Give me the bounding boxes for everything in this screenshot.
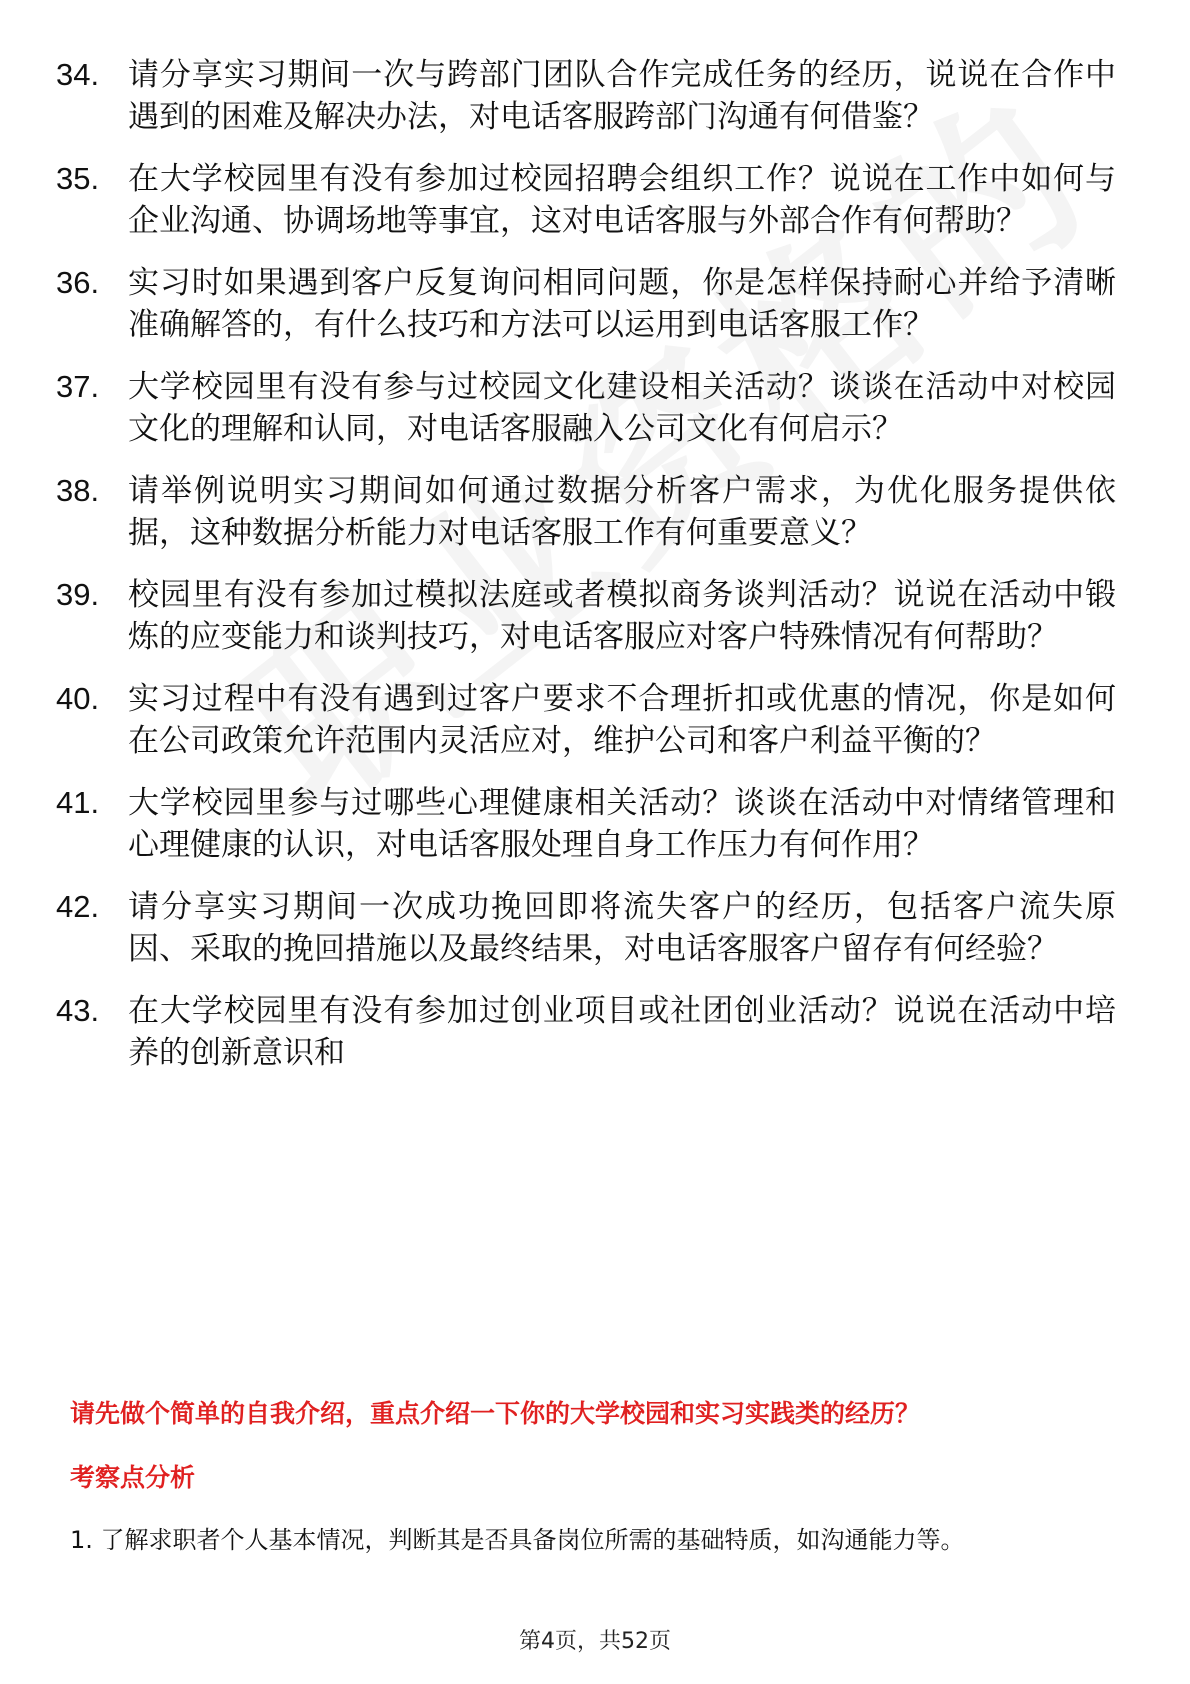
question-text: 实习时如果遇到客户反复询问相同问题，你是怎样保持耐心并给予清晰准确解答的，有什么技巧和方法可以运用到电话客服工作？ xyxy=(128,265,1116,343)
question-number: 39. xyxy=(56,577,100,612)
question-number: 43. xyxy=(56,993,100,1028)
question-item xyxy=(56,158,1116,242)
question-item xyxy=(56,366,1116,450)
question-text: 在大学校园里有没有参加过校园招聘会组织工作？说说在工作中如何与企业沟通、协调场地等事宜，这对电话客服与外部合作有何帮助？ xyxy=(128,161,1116,239)
highlight-question: 请先做个简单的自我介绍，重点介绍一下你的大学校园和实习实践类的经历？ xyxy=(70,1399,921,1428)
question-text: 请举例说明实习期间如何通过数据分析客户需求，为优化服务提供依据，这种数据分析能力对电话客服工作有何重要意义？ xyxy=(128,473,1116,551)
question-text: 大学校园里有没有参与过校园文化建设相关活动？谈谈在活动中对校园文化的理解和认同，对电话客服融入公司文化有何启示？ xyxy=(128,369,1116,447)
question-list xyxy=(56,54,1116,1094)
question-number: 38. xyxy=(56,473,100,508)
question-item xyxy=(56,782,1116,866)
question-item xyxy=(56,262,1116,346)
question-text: 请分享实习期间一次成功挽回即将流失客户的经历，包括客户流失原因、采取的挽回措施以及最终结果，对电话客服客户留存有何经验？ xyxy=(128,889,1116,967)
question-text: 请分享实习期间一次与跨部门团队合作完成任务的经历，说说在合作中遇到的困难及解决办法，对电话客服跨部门沟通有何借鉴？ xyxy=(128,57,1116,135)
question-number: 35. xyxy=(56,161,100,196)
page-number: 第4页，共52页 xyxy=(519,1629,671,1654)
question-number: 34. xyxy=(56,57,100,92)
question-item xyxy=(56,470,1116,554)
question-item xyxy=(56,886,1116,970)
question-item xyxy=(56,990,1116,1074)
question-item xyxy=(56,574,1116,658)
analysis-point: 1. 了解求职者个人基本情况，判断其是否具备岗位所需的基础特质，如沟通能力等。 xyxy=(70,1526,965,1554)
question-text: 在大学校园里有没有参加过创业项目或社团创业活动？说说在活动中培养的创新意识和 xyxy=(128,993,1116,1071)
question-text: 校园里有没有参加过模拟法庭或者模拟商务谈判活动？说说在活动中锻炼的应变能力和谈判技巧，对电话客服应对客户特殊情况有何帮助？ xyxy=(128,577,1116,655)
question-item xyxy=(56,678,1116,762)
question-number: 36. xyxy=(56,265,100,300)
analysis-heading: 考察点分析 xyxy=(70,1463,196,1492)
question-number: 42. xyxy=(56,889,100,924)
question-number: 40. xyxy=(56,681,100,716)
question-item xyxy=(56,54,1116,138)
question-text: 实习过程中有没有遇到过客户要求不合理折扣或优惠的情况，你是如何在公司政策允许范围内灵活应对，维护公司和客户利益平衡的？ xyxy=(128,681,1116,759)
question-number: 37. xyxy=(56,369,100,404)
question-text: 大学校园里参与过哪些心理健康相关活动？谈谈在活动中对情绪管理和心理健康的认识，对电话客服处理自身工作压力有何作用？ xyxy=(128,785,1116,863)
question-number: 41. xyxy=(56,785,100,820)
